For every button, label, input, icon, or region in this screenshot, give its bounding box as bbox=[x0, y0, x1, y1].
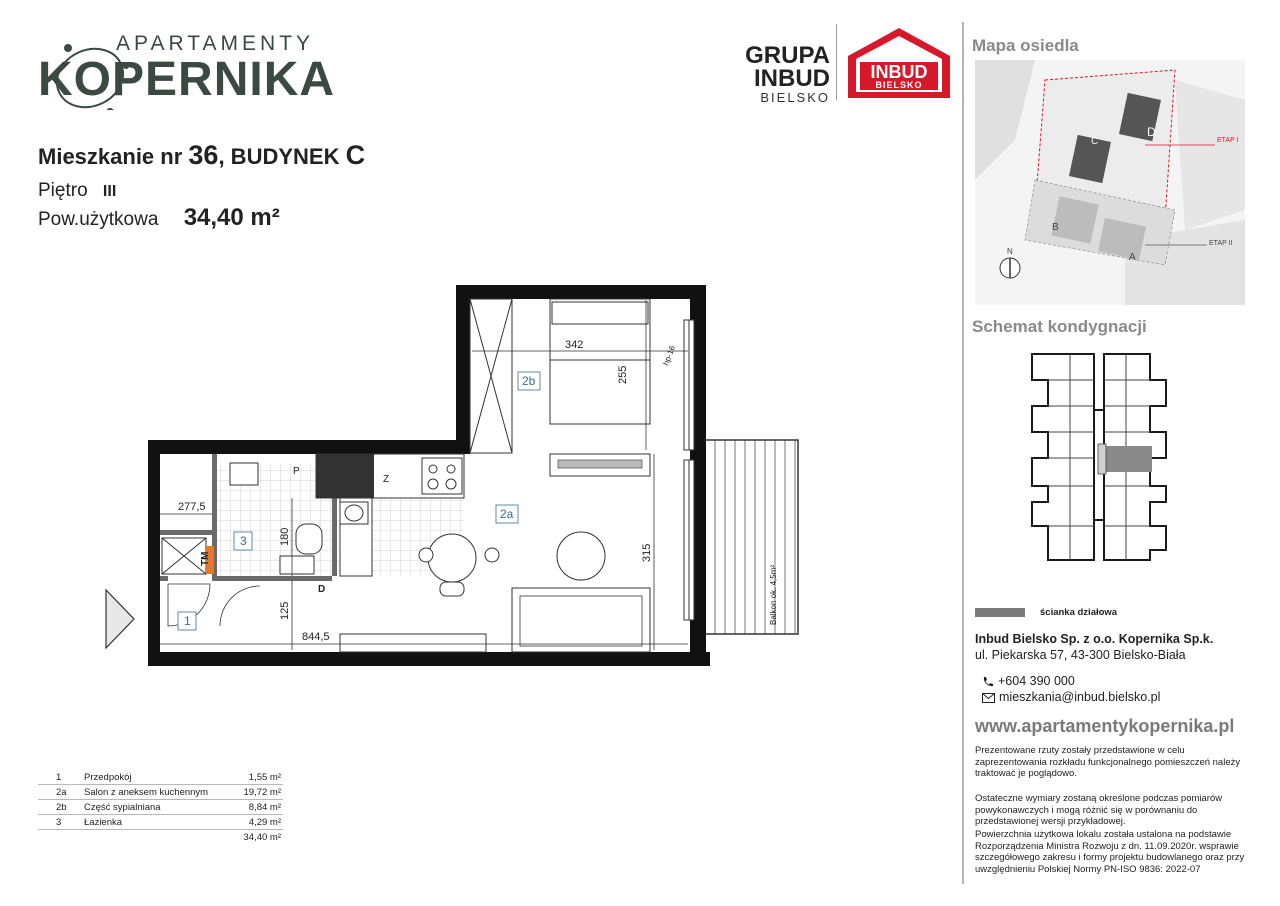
room-table bbox=[38, 770, 283, 844]
phone-number: +604 390 000 bbox=[998, 674, 1075, 688]
email-address: mieszkania@inbud.bielsko.pl bbox=[999, 690, 1161, 704]
apartment-title bbox=[38, 140, 365, 171]
bed bbox=[550, 299, 650, 424]
map-building-b: B bbox=[1052, 222, 1059, 233]
dim-315: 315 bbox=[641, 543, 653, 562]
bathroom-door-swing bbox=[220, 586, 260, 626]
badge-line-1: INBUD bbox=[870, 62, 928, 82]
room-3-label: 3 bbox=[240, 534, 247, 548]
partition-legend-label: ścianka działowa bbox=[1040, 607, 1118, 618]
floor-plan bbox=[100, 280, 820, 680]
kitchen-unit bbox=[316, 454, 464, 498]
dim-180: 180 bbox=[279, 527, 291, 546]
label-z: Z bbox=[383, 474, 390, 485]
phone-contact[interactable] bbox=[982, 674, 1075, 688]
hallway-cabinet bbox=[340, 634, 486, 652]
entrance-arrow-icon bbox=[106, 590, 134, 648]
map-north: N bbox=[1007, 247, 1013, 256]
room-area: 19,72 m² bbox=[234, 785, 283, 800]
logo-divider bbox=[836, 24, 837, 100]
room-no: 3 bbox=[38, 815, 82, 830]
column-divider bbox=[962, 22, 964, 884]
map-building-d: D bbox=[1147, 125, 1156, 139]
area-row bbox=[38, 204, 280, 232]
table-total-row bbox=[38, 830, 283, 845]
disclaimer-1: Prezentowane rzuty zostały przedstawione w celu zaprezentowania rozkładu funkcjonalnego pomieszczeń należy traktować je poglądowo. bbox=[975, 745, 1241, 779]
dim-255: 255 bbox=[617, 365, 629, 384]
floor-row bbox=[38, 180, 116, 202]
company-address: ul. Piekarska 57, 43-300 Bielsko-Biała bbox=[975, 648, 1186, 662]
room-area: 4,29 m² bbox=[234, 815, 283, 830]
logo-main-text: KOPERNIKA bbox=[38, 53, 336, 106]
room-area: 8,84 m² bbox=[234, 800, 283, 815]
room-2b-label: 2b bbox=[522, 374, 536, 388]
windows bbox=[684, 320, 694, 620]
balcony bbox=[702, 440, 798, 634]
room-no: 1 bbox=[38, 770, 82, 785]
room-2a-label: 2a bbox=[500, 507, 514, 521]
label-p: P bbox=[293, 466, 300, 477]
north-compass-icon bbox=[1000, 258, 1020, 278]
floor-label: Piętro bbox=[38, 180, 88, 201]
room-name: Salon z aneksem kuchennym bbox=[82, 785, 234, 800]
map-building-c: C bbox=[1091, 136, 1099, 147]
group-line-3: BIELSKO bbox=[760, 90, 830, 105]
dining-set bbox=[419, 532, 605, 596]
table-row bbox=[38, 770, 283, 785]
site-map bbox=[975, 60, 1245, 305]
room-no: 2a bbox=[38, 785, 82, 800]
site-map-title: Mapa osiedla bbox=[972, 36, 1079, 55]
group-line-2: INBUD bbox=[754, 65, 830, 92]
email-contact[interactable] bbox=[982, 690, 1160, 704]
wardrobe bbox=[470, 299, 512, 453]
company-name: Inbud Bielsko Sp. z o.o. Kopernika Sp.k. bbox=[975, 632, 1214, 646]
room-name: Przedpokój bbox=[82, 770, 234, 785]
table-row bbox=[38, 800, 283, 815]
area-value: 34,40 m² bbox=[183, 204, 280, 231]
building-prefix: , BUDYNEK bbox=[218, 144, 340, 169]
washbasin bbox=[230, 463, 258, 485]
room-1-label: 1 bbox=[184, 614, 191, 628]
label-tm: TM bbox=[200, 551, 211, 566]
dim-125: 125 bbox=[279, 601, 291, 620]
envelope-icon bbox=[982, 693, 995, 703]
dim-hp: hp-16 bbox=[661, 344, 677, 367]
logo-sub-text: APARTAMENTY bbox=[116, 32, 315, 55]
building-letter: C bbox=[345, 140, 366, 170]
badge-line-2: BIELSKO bbox=[875, 80, 923, 90]
apartment-number: 36 bbox=[188, 140, 219, 170]
rooms-total: 34,40 m² bbox=[243, 831, 281, 843]
group-line-1: GRUPA bbox=[745, 42, 830, 69]
floor-schema bbox=[1028, 350, 1170, 582]
highlighted-apartment bbox=[1106, 446, 1152, 472]
partition-legend-swatch bbox=[975, 608, 1025, 617]
dim-844-5: 844,5 bbox=[302, 631, 330, 643]
phone-icon bbox=[982, 676, 994, 688]
map-building-a: A bbox=[1129, 252, 1136, 263]
label-d: D bbox=[318, 584, 326, 595]
room-name: Łazienka bbox=[82, 815, 234, 830]
balcony-label: Balkon ok. 4,5m² bbox=[769, 564, 778, 625]
apartment-title-prefix: Mieszkanie nr bbox=[38, 144, 183, 169]
room-area: 1,55 m² bbox=[234, 770, 283, 785]
dim-277-5: 277,5 bbox=[178, 501, 206, 513]
apartamenty-kopernika-logo bbox=[38, 30, 348, 110]
shelf-inner bbox=[558, 460, 642, 468]
disclaimer-3: Powierzchnia użytkowa lokalu została ustalona na podstawie Rozporządzenia Ministra Rozwoju z dn. 11.09.2020r. wsprawie szczegółowego zakresu i formy projektu budowlanego oraz przy uwzględnieniu Polskiej Normy PN-ISO 9836: 2022-07 bbox=[975, 829, 1245, 875]
disclaimer-2: Ostateczne wymiary zostaną określone podczas pomiarów powykonawczych i mogą różnić się w porównaniu do przedstawionej wersji przykładowej. bbox=[975, 793, 1223, 827]
floor-value: III bbox=[102, 183, 117, 200]
floor-schema-title: Schemat kondygnacji bbox=[972, 317, 1147, 336]
room-no: 2b bbox=[38, 800, 82, 815]
map-etap-1: ETAP I bbox=[1217, 137, 1239, 144]
room-name: Część sypialniana bbox=[82, 800, 234, 815]
dim-342: 342 bbox=[565, 339, 584, 351]
map-etap-2: ETAP II bbox=[1209, 240, 1233, 247]
website-link[interactable]: www.apartamentykopernika.pl bbox=[975, 716, 1235, 736]
area-label: Pow.użytkowa bbox=[38, 209, 159, 230]
grupa-inbud-wordmark bbox=[738, 44, 830, 106]
table-row bbox=[38, 815, 283, 830]
table-row bbox=[38, 785, 283, 800]
sofa bbox=[512, 588, 650, 652]
inbud-bielsko-logo bbox=[846, 26, 952, 100]
